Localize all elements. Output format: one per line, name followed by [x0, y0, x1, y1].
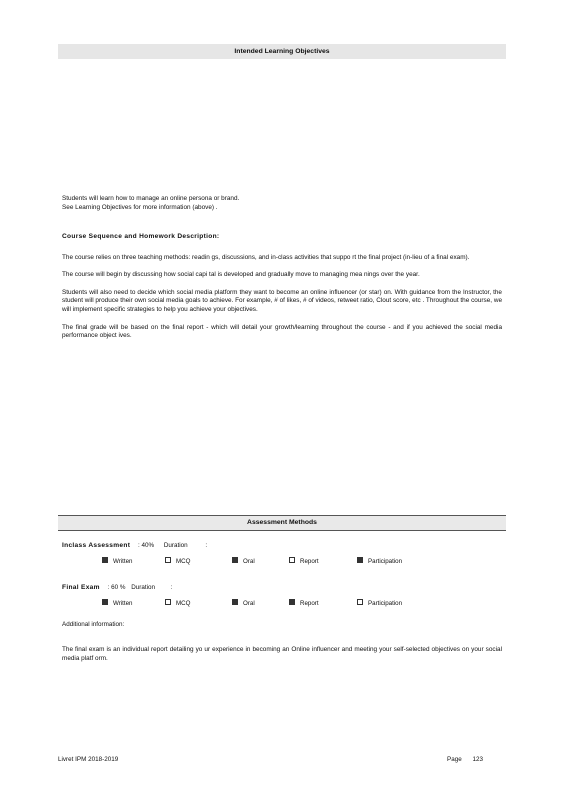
assessment-title: Assessment Methods — [247, 519, 317, 526]
footer-page-label: Page — [447, 756, 462, 763]
final-duration-colon: : — [170, 584, 173, 591]
objectives-line-1: Students will learn how to manage an online persona or brand. — [62, 195, 240, 202]
inclass-option-participation[interactable]: Participation — [357, 558, 402, 565]
checkbox-icon[interactable] — [165, 557, 171, 563]
objectives-title: Intended Learning Objectives — [234, 48, 330, 55]
objectives-body — [62, 195, 502, 212]
inclass-percent: : 40% — [137, 542, 155, 549]
inclass-options — [100, 558, 500, 568]
inclass-duration-colon: : — [205, 542, 208, 549]
footer-left: Livret IPM 2018-2019 — [58, 756, 119, 763]
footer-page — [447, 756, 483, 763]
checkbox-icon[interactable] — [102, 599, 108, 605]
additional-information-label: Additional information: — [62, 621, 125, 628]
checkbox-icon[interactable] — [289, 557, 295, 563]
final-option-report[interactable]: Report — [289, 600, 319, 607]
sequence-paragraph-4: The final grade will be based on the final report - which will detail your growth/learning throughout the course - and if you achieved the social media performance object ives. — [62, 323, 502, 340]
checkbox-icon[interactable] — [232, 599, 238, 605]
sequence-paragraph-1: The course relies on three teaching methods: readin gs, discussions, and in-class activities that suppo rt the final project (in-lieu of a final exam). — [62, 253, 470, 261]
checkbox-icon[interactable] — [165, 599, 171, 605]
inclass-label: Inclass Assessment — [62, 542, 131, 549]
final-options — [100, 600, 500, 610]
final-row — [62, 584, 173, 591]
assessment-header — [58, 515, 506, 531]
inclass-duration-label: Duration — [163, 542, 188, 549]
checkbox-icon[interactable] — [232, 557, 238, 563]
final-percent: : 60 % — [107, 584, 126, 591]
final-label: Final Exam — [62, 584, 100, 591]
sequence-paragraph-2: The course will begin by discussing how social capi tal is developed and gradually move to managing mea nings over the year. — [62, 271, 420, 279]
objectives-header — [58, 44, 506, 59]
checkbox-icon[interactable] — [289, 599, 295, 605]
footer-page-number: 123 — [472, 756, 483, 763]
final-exam-description: The final exam is an individual report detailing yo ur experience in becoming an Online influencer and meeting your self-selected objectives on your social media platf orm. — [62, 646, 502, 662]
checkbox-icon[interactable] — [102, 557, 108, 563]
checkbox-icon[interactable] — [357, 599, 363, 605]
inclass-option-written[interactable]: Written — [102, 558, 132, 565]
final-duration-label: Duration — [131, 584, 155, 591]
sequence-paragraph-3: Students will also need to decide which social media platform they want to become an online influencer (or star) on. With guidance from the Instructor, the student will produce their own social media goals to achieve. For example, # of likes, # of videos, retweet ratio, Clout score, etc . Throughout the course, we will implement specific strategies to help you achieve your objectives. — [62, 288, 502, 313]
final-option-mcq[interactable]: MCQ — [165, 600, 190, 607]
inclass-option-report[interactable]: Report — [289, 558, 319, 565]
checkbox-icon[interactable] — [357, 557, 363, 563]
inclass-option-oral[interactable]: Oral — [232, 558, 255, 565]
sequence-heading: Course Sequence and Homework Description: — [62, 233, 220, 240]
final-option-oral[interactable]: Oral — [232, 600, 255, 607]
sequence-section — [62, 233, 502, 350]
final-option-written[interactable]: Written — [102, 600, 132, 607]
inclass-row — [62, 542, 207, 549]
final-option-participation[interactable]: Participation — [357, 600, 402, 607]
objectives-line-2: See Learning Objectives for more information (above) . — [62, 203, 218, 211]
inclass-option-mcq[interactable]: MCQ — [165, 558, 190, 565]
